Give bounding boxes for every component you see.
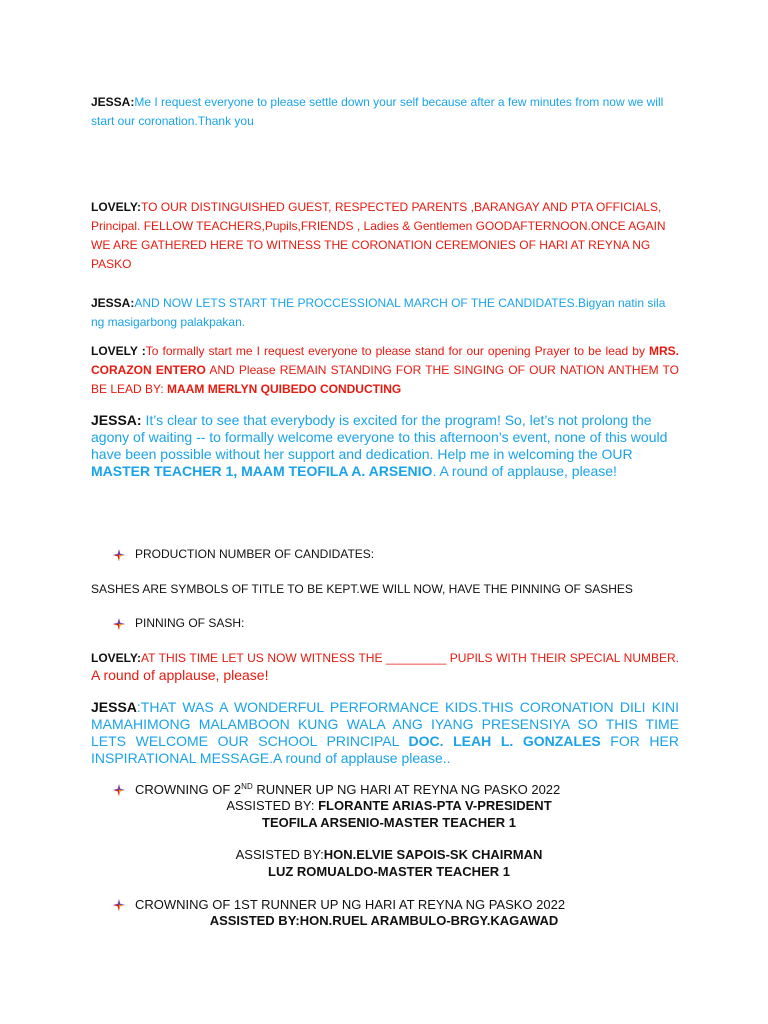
bullet-text: CROWNING OF 2ND RUNNER UP NG HARI AT REYNA NG PASKO 2022 xyxy=(135,782,561,797)
assisted-by-line: ASSISTED BY: FLORANTE ARIAS-PTA V-PRESIDENT xyxy=(226,798,552,813)
paragraph-text: To formally start me I request everyone to please stand for our opening Prayer to be lead by xyxy=(145,344,649,358)
bullet-crowning-1st xyxy=(113,896,565,913)
paragraph-jessa-march xyxy=(91,294,679,332)
paragraph-text: AND NOW LETS START THE PROCCESSIONAL MARCH OF THE CANDIDATES.Bigyan natin sila ng masigarbong palakpakan. xyxy=(91,296,666,329)
paragraph-text: Me I request everyone to please settle down your self because after a few minutes from now we will start our coronation.Thank you xyxy=(91,95,664,128)
speaker-label: LOVELY: xyxy=(91,200,142,214)
bullet-text: CROWNING OF 1ST RUNNER UP NG HARI AT REYNA NG PASKO 2022 xyxy=(135,897,566,912)
paragraph-text: It’s clear to see that everybody is excited for the program! So, let’s not prolong the agony of waiting -- to formally welcome everyone to this afternoon’s event, none of this would have been possible without her support and dedication. Help me in welcoming the OUR xyxy=(91,412,668,462)
speaker-label: JESSA xyxy=(91,699,137,715)
speaker-label: JESSA: xyxy=(91,95,135,109)
speaker-label: JESSA: xyxy=(91,412,142,428)
paragraph-jessa-principal xyxy=(91,699,679,767)
assisted-by-line-3: ASSISTED BY:HON.ELVIE SAPOIS-SK CHAIRMAN xyxy=(235,847,543,862)
paragraph-sashes: SASHES ARE SYMBOLS OF TITLE TO BE KEPT.WE WILL NOW, HAVE THE PINNING OF SASHES xyxy=(91,582,633,596)
star-bullet-icon xyxy=(113,549,125,561)
bullet-pinning-of-sash xyxy=(113,614,244,633)
bullet-text: PINNING OF SASH: xyxy=(135,616,245,630)
paragraph-jessa-master-teacher xyxy=(91,412,679,480)
assisted-by-line-4: LUZ ROMUALDO-MASTER TEACHER 1 xyxy=(268,864,510,879)
speaker-label: LOVELY: xyxy=(91,651,142,665)
paragraph-text: :THAT WAS A WONDERFUL PERFORMANCE KIDS.THIS CORONATION DILI KINI MAMAHIMONG MALAMBOON KUNG WALA ANG IYANG PRESENSIYA SO THIS TIME LETS WELCOME OUR SCHOOL PRINCIPAL xyxy=(91,699,679,749)
highlighted-name: DOC. LEAH L. GONZALES xyxy=(408,733,601,749)
highlighted-name: MAAM MERLYN QUIBEDO CONDUCTING xyxy=(167,382,402,396)
paragraph-text: AT THIS TIME LET US NOW WITNESS THE _________ PUPILS WITH THEIR SPECIAL NUMBER. xyxy=(141,651,679,665)
paragraph-text: . A round of applause, please! xyxy=(432,463,617,479)
bullet-text: PRODUCTION NUMBER OF CANDIDATES: xyxy=(135,547,375,561)
speaker-label: LOVELY : xyxy=(91,344,146,358)
speaker-label: JESSA: xyxy=(91,296,135,310)
assisted-by-line-5: ASSISTED BY:HON.RUEL ARAMBULO-BRGY.KAGAWAD xyxy=(209,913,559,928)
bullet-crowning-2nd xyxy=(113,781,560,798)
assisted-by-line-2: TEOFILA ARSENIO-MASTER TEACHER 1 xyxy=(262,815,516,830)
paragraph-lovely-prayer xyxy=(91,342,679,399)
paragraph-text: TO OUR DISTINGUISHED GUEST, RESPECTED PARENTS ,BARANGAY AND PTA OFFICIALS, Principal. FELLOW TEACHERS,Pupils,FRIENDS , Ladies & Gentlemen GOODAFTERNOON.ONCE AGAIN WE ARE GATHERED HERE TO WITNESS THE CORONATION CEREMONIES OF HARI AT REYNA NG PASKO xyxy=(91,200,666,271)
paragraph-text: AND Please REMAIN STANDING FOR THE SINGING OF OUR NATION ANTHEM TO BE LEAD BY: xyxy=(91,363,680,396)
bullet-production-number xyxy=(113,545,374,564)
highlighted-name: MRS. CORAZON ENTERO xyxy=(91,344,679,377)
star-bullet-icon xyxy=(113,618,125,630)
star-bullet-icon xyxy=(113,899,125,911)
paragraph-text: FOR HER INSPIRATIONAL MESSAGE.A round of applause please.. xyxy=(91,733,679,766)
star-bullet-icon xyxy=(113,784,125,796)
paragraph-jessa-settle xyxy=(91,93,679,131)
paragraph-lovely-special-number xyxy=(91,649,679,684)
highlighted-name: MASTER TEACHER 1, MAAM TEOFILA A. ARSENIO xyxy=(91,463,433,479)
paragraph-text: A round of applause, please! xyxy=(91,667,269,683)
paragraph-lovely-welcome xyxy=(91,198,679,274)
